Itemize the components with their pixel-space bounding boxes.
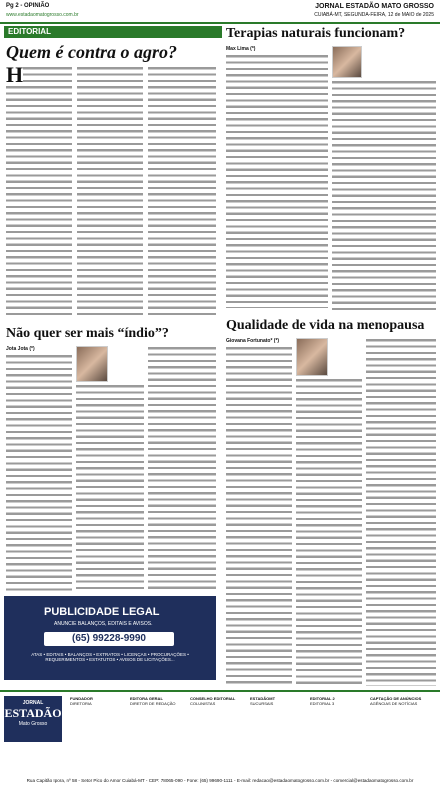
issue-date: CUIABÁ-MT, SEGUNDA-FEIRA, 12 de MAIO de 2025 — [314, 12, 434, 18]
ad-subtitle: ANUNCIE BALANÇOS, EDITAIS E AVISOS. — [54, 621, 153, 627]
contact-address: Rua Capitão Ipora, nº 58 - Setor Pico do Amor Cuiabá-MT - CEP: 78065-090 - Fone: (65) 99690-1111 - E-mail: redacao@estadaomatogrosso.com.br - comercial@estadaomatogrosso.com.br — [26, 778, 414, 783]
editorial-column-3 — [148, 66, 216, 316]
editorial-column-2 — [77, 66, 143, 316]
author-photo-jota-jota — [76, 346, 108, 382]
author-photo-giovana — [296, 338, 328, 376]
masthead-footer — [0, 690, 440, 788]
masthead-column: FUNDADOR DIRETORIA — [70, 696, 93, 706]
editorial-title: Quem é contra o agro? — [6, 42, 177, 62]
editorial-dropcap: H — [6, 66, 24, 87]
site-url[interactable]: www.estadaomatogrosso.com.br — [6, 12, 79, 18]
masthead-column: CONSELHO EDITORIAL COLUNISTAS — [190, 696, 236, 706]
ad-services: ATAS • EDITAIS • BALANÇOS • EXTRATOS • LICENÇAS • PROCURAÇÕES • REQUERIMENTOS • ESTATUTOS • AVISOS DE LICITAÇÕES... — [31, 652, 189, 662]
author-jota-jota: Jota Jota (*) — [6, 346, 35, 352]
masthead-column: EDITORA GERAL DIRETOR DE REDAÇÃO — [130, 696, 176, 706]
author-max-lima: Max Lima (*) — [226, 46, 256, 52]
author-photo-max-lima — [332, 46, 362, 78]
publicidade-legal-ad[interactable] — [4, 596, 216, 680]
ad-title: PUBLICIDADE LEGAL — [44, 606, 160, 618]
article3-column-3 — [366, 338, 436, 686]
article1-column-2 — [332, 80, 436, 310]
masthead-column: CAPTAÇÃO DE ANÚNCIOS AGÊNCIAS DE NOTÍCIAS — [370, 696, 422, 706]
article2-column-1 — [6, 354, 72, 592]
article3-column-1 — [226, 346, 292, 686]
masthead-column: EDITORIAL 2 EDITORIAL 3 — [310, 696, 335, 706]
article2-column-3 — [148, 346, 216, 592]
page-header — [0, 0, 440, 24]
article1-column-1 — [226, 54, 328, 308]
article-title-terapias: Terapias naturais funcionam? — [226, 26, 406, 41]
author-giovana: Giovana Fortunato* (*) — [226, 338, 280, 344]
paper-logo: JORNAL ESTADÃO Mato Grosso — [4, 696, 62, 742]
paper-name: JORNAL ESTADÃO MATO GROSSO — [315, 3, 434, 10]
masthead-column: ESTADÃOMT SUCURSAIS — [250, 696, 276, 706]
editorial-column-1 — [6, 66, 72, 316]
article3-column-2 — [296, 378, 362, 686]
editorial-tag: EDITORIAL — [4, 26, 222, 38]
article-title-indio: Não quer ser mais “índio”? — [6, 326, 169, 341]
ad-phone[interactable]: (65) 99228-9990 — [44, 632, 174, 646]
article-title-menopausa: Qualidade de vida na menopausa — [226, 318, 425, 333]
article2-column-2 — [76, 384, 144, 592]
page-section: Pg 2 - OPINIÃO — [6, 3, 50, 9]
